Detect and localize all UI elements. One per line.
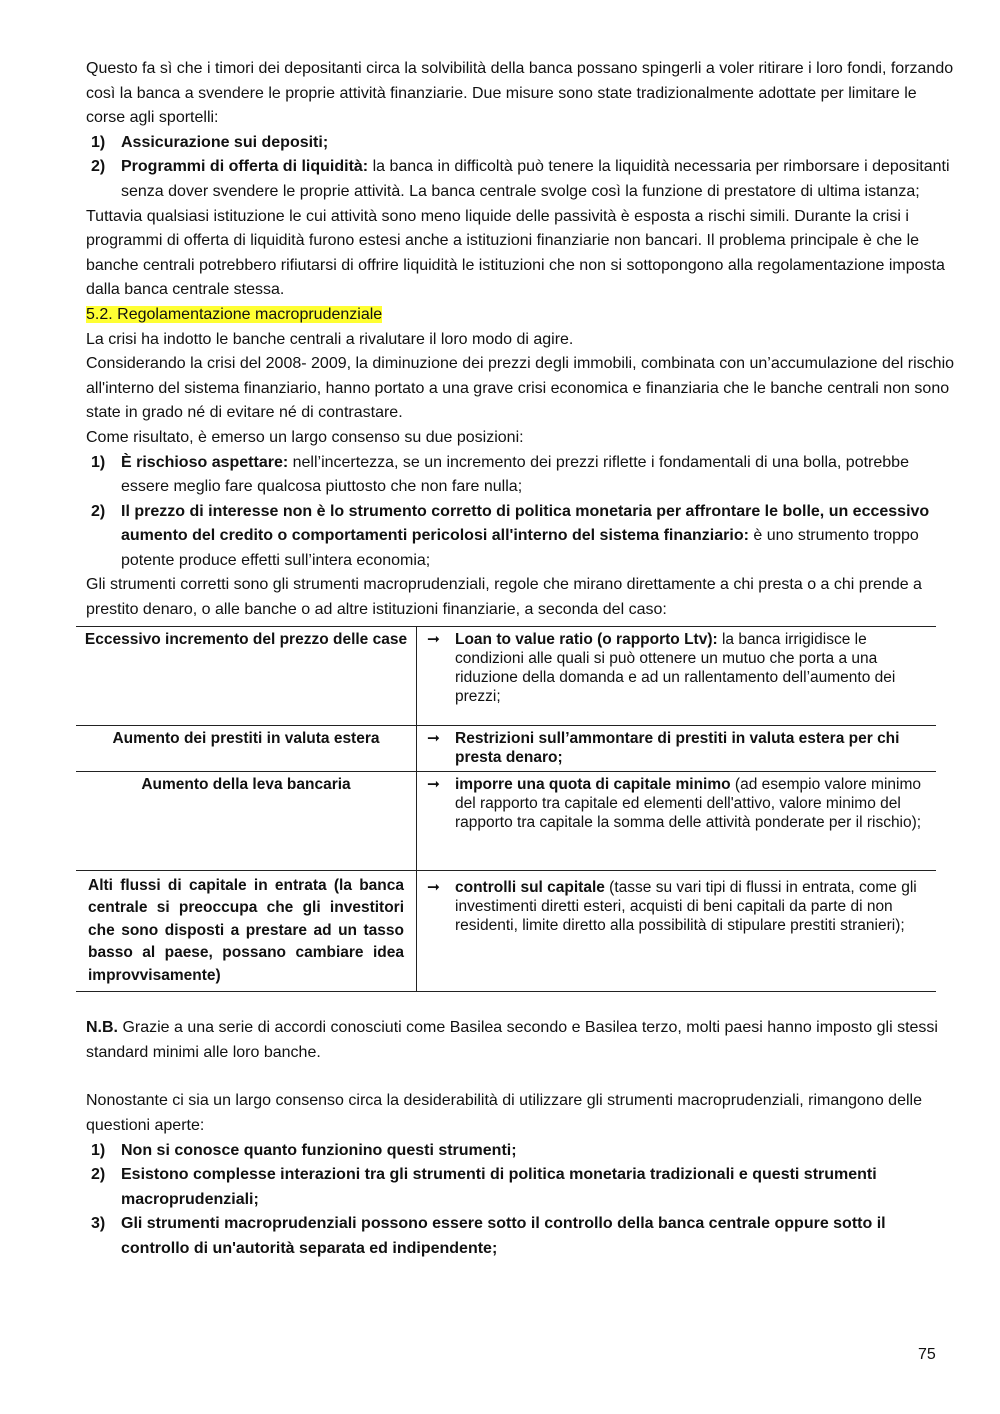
- list-item-text: la banca in difficoltà può tenere la liquidità necessaria per rimborsare i depositanti senza dover svendere le proprie attività. La banca centrale svolge così la funzione di prestatore di ultima istanza;: [121, 158, 950, 200]
- table-row: [76, 771, 936, 870]
- list-item: [86, 1139, 956, 1164]
- section-paragraph: Considerando la crisi del 2008- 2009, la diminuzione dei prezzi degli immobili, combinata con un’accumulazione del rischio all'interno del sistema finanziario, hanno portato a una grave crisi economica e finanziaria che le banche centrali non sono state in grado né di evitare né di contrastare.: [86, 355, 955, 422]
- list-item: [86, 1163, 956, 1212]
- section-paragraph: Gli strumenti corretti sono gli strumenti macroprudenziali, regole che mirano direttamente a chi presta o a chi prende a prestito denaro, o alle banche o ad altre istituzioni finanziarie, a seconda del caso:: [86, 576, 922, 619]
- table-cell-instrument: [417, 725, 937, 771]
- list-number: 1): [91, 133, 106, 151]
- list-item-text: è uno strumento troppo potente produce effetti sull’intera economia;: [121, 527, 919, 569]
- section-list: [86, 451, 956, 574]
- list-item-text: nell’incertezza, se un incremento dei prezzi riflette i fondamentali di una bolla, potrebbe essere meglio fare qualcosa piuttosto che non fare nulla;: [121, 453, 909, 496]
- list-item: [86, 1212, 956, 1261]
- list-item-bold: Gli strumenti macroprudenziali possono essere sotto il controllo della banca centrale oppure sotto il controllo di un'autorità separata ed indipendente;: [121, 1215, 886, 1257]
- table-row: [76, 870, 936, 992]
- list-number: 1): [91, 1141, 106, 1159]
- list-number: 3): [91, 1215, 106, 1233]
- list-number: 2): [91, 1166, 106, 1184]
- instruments-table: [76, 626, 936, 993]
- list-item-bold: Assicurazione sui depositi;: [121, 133, 329, 151]
- closing-list: [86, 1139, 956, 1262]
- page-content: [86, 57, 956, 1262]
- list-item-bold: Esistono complesse interazioni tra gli strumenti di politica monetaria tradizionali e questi strumenti macroprudenziali;: [121, 1166, 877, 1208]
- table-row: [76, 725, 936, 771]
- table-cell-problem: Aumento della leva bancaria: [76, 771, 417, 870]
- section-paragraph: La crisi ha indotto le banche centrali a rivalutare il loro modo di agire.: [86, 330, 574, 348]
- list-item-bold: Non si conosce quanto funzionino questi strumenti;: [121, 1141, 517, 1159]
- instrument-name: Restrizioni sull’ammontare di prestiti in valuta estera per chi presta denaro;: [455, 729, 900, 766]
- page-number: 75: [918, 1346, 936, 1363]
- list-item: [86, 155, 956, 204]
- instrument-name: Loan to value ratio (o rapporto Ltv):: [455, 630, 718, 648]
- note-text: Grazie a una serie di accordi conosciuti come Basilea secondo e Basilea terzo, molti paesi hanno imposto gli stessi standard minimi alle loro banche.: [86, 1019, 938, 1061]
- table-cell-instrument: [417, 771, 937, 870]
- table-cell-problem: Alti flussi di capitale in entrata (la banca centrale si preoccupa che gli investitori che sono disposti a prestare ad un tasso basso al paese, possano cambiare idea improvvisamente): [76, 870, 417, 992]
- intro-paragraph-2: Tuttavia qualsiasi istituzione le cui attività sono meno liquide delle passività è esposta a rischi simili. Durante la crisi i programmi di offerta di liquidità furono estesi anche a istituzioni finanziarie non bancari. Il problema principale è che le banche centrali potrebbero rifiutarsi di offrire liquidità le istituzioni che non si sottopongono alla regolamentazione imposta dalla banca centrale stessa.: [86, 207, 945, 299]
- list-number: 1): [91, 453, 106, 471]
- arrow-icon: ➞: [427, 729, 440, 747]
- instrument-text: la banca irrigidisce le condizioni alle quali si può ottenere un mutuo che porta a una riduzione della domanda e ad un rallentamento dell’aumento dei prezzi;: [455, 630, 896, 705]
- list-item: [86, 500, 956, 574]
- arrow-icon: ➞: [427, 630, 440, 648]
- table-row: [76, 626, 936, 725]
- instrument-name: controlli sul capitale: [455, 878, 605, 896]
- list-item: [86, 451, 956, 500]
- list-number: 2): [91, 158, 106, 176]
- table-cell-instrument: [417, 626, 937, 725]
- section-paragraph: Come risultato, è emerso un largo consenso su due posizioni:: [86, 428, 524, 446]
- intro-paragraph: Questo fa sì che i timori dei depositanti circa la solvibilità della banca possano spingerli a voler ritirare i loro fondi, forzando così la banca a svendere le proprie attività finanziarie. Due misure sono state tradizionalmente adottate per limitare le corse agli sportelli:: [86, 60, 954, 127]
- instrument-text: (tasse su vari tipi di flussi in entrata, come gli investimenti diretti esteri, acquisti di beni capitali da parte di non residenti, limite diretto alla possibilità di stipulare prestiti stranieri);: [455, 878, 917, 934]
- table-cell-problem: Eccessivo incremento del prezzo delle case: [76, 626, 417, 725]
- list-item-bold: È rischioso aspettare:: [121, 453, 289, 471]
- list-item-bold: Programmi di offerta di liquidità:: [121, 158, 369, 176]
- note-label: N.B.: [86, 1019, 118, 1037]
- intro-list: [86, 131, 956, 205]
- note-paragraph: [86, 1016, 956, 1065]
- list-number: 2): [91, 502, 106, 520]
- arrow-icon: ➞: [427, 775, 440, 793]
- instrument-name: imporre una quota di capitale minimo: [455, 775, 731, 793]
- instrument-text: (ad esempio valore minimo del rapporto tra capitale ed elementi dell'attivo, valore minimo del rapporto tra capitale la somma delle attività ponderate per il rischio);: [455, 775, 922, 831]
- arrow-icon: ➞: [427, 878, 440, 896]
- table-cell-instrument: [417, 870, 937, 992]
- table-cell-problem: Aumento dei prestiti in valuta estera: [76, 725, 417, 771]
- section-heading: 5.2. Regolamentazione macroprudenziale: [86, 305, 383, 323]
- closing-paragraph: Nonostante ci sia un largo consenso circa la desiderabilità di utilizzare gli strumenti macroprudenziali, rimangono delle questioni aperte:: [86, 1092, 922, 1134]
- list-item-bold: Il prezzo di interesse non è lo strumento corretto di politica monetaria per affrontare le bolle, un eccessivo aumento del credito o comportamenti pericolosi all'interno del sistema finanziario:: [121, 502, 930, 545]
- list-item: [86, 131, 956, 156]
